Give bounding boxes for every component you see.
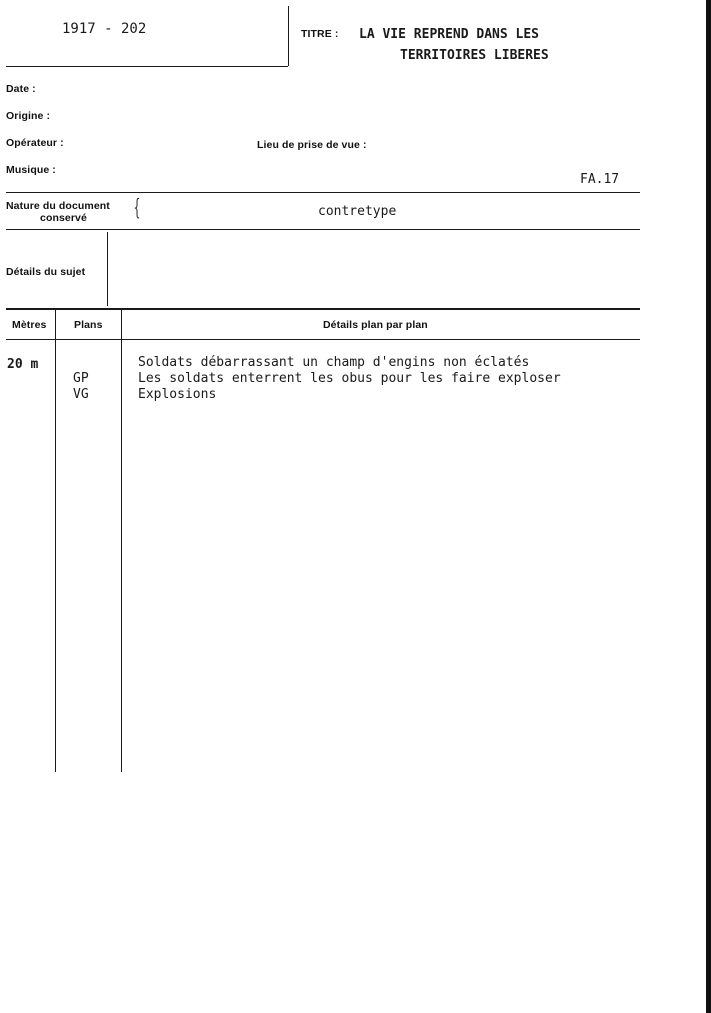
lieu-label: Lieu de prise de vue : bbox=[257, 139, 367, 151]
date-label: Date : bbox=[6, 83, 36, 95]
header-bottom-rule bbox=[6, 66, 288, 67]
nature-label-line-2: conservé bbox=[40, 212, 87, 224]
plans-column-divider bbox=[121, 310, 122, 772]
details-label: Détails du sujet bbox=[6, 266, 86, 278]
archive-code: FA.17 bbox=[580, 172, 620, 187]
detail-cell: Explosions bbox=[138, 387, 217, 402]
title-label: TITRE : bbox=[301, 28, 339, 40]
header-divider bbox=[288, 6, 289, 66]
operateur-label: Opérateur : bbox=[6, 137, 64, 149]
plan-cell: GP bbox=[73, 371, 89, 386]
plan-cell: VG bbox=[73, 387, 89, 402]
metres-column-divider bbox=[55, 310, 56, 772]
reference-number: 1917 - 202 bbox=[62, 21, 147, 37]
nature-top-rule bbox=[6, 192, 640, 193]
metres-value: 20 m bbox=[7, 357, 39, 372]
scan-edge bbox=[706, 0, 711, 1013]
origine-label: Origine : bbox=[6, 110, 51, 122]
detail-cell: Les soldats enterrent les obus pour les faire exploser bbox=[138, 371, 561, 386]
table-header-rule bbox=[6, 339, 640, 340]
metres-header: Mètres bbox=[12, 319, 47, 331]
musique-label: Musique : bbox=[6, 164, 56, 176]
details-plan-header: Détails plan par plan bbox=[323, 319, 428, 331]
table-top-rule bbox=[6, 308, 640, 310]
detail-cell: Soldats débarrassant un champ d'engins non éclatés bbox=[138, 355, 530, 370]
nature-label-line-1: Nature du document bbox=[6, 200, 110, 212]
title-line-1: LA VIE REPREND DANS LES bbox=[359, 27, 540, 42]
details-bracket-line bbox=[107, 232, 108, 306]
nature-value: contretype bbox=[318, 204, 397, 219]
details-top-rule bbox=[6, 229, 640, 230]
nature-brace: { bbox=[133, 196, 141, 221]
title-line-2: TERRITOIRES LIBERES bbox=[400, 48, 549, 63]
plans-header: Plans bbox=[74, 319, 103, 331]
